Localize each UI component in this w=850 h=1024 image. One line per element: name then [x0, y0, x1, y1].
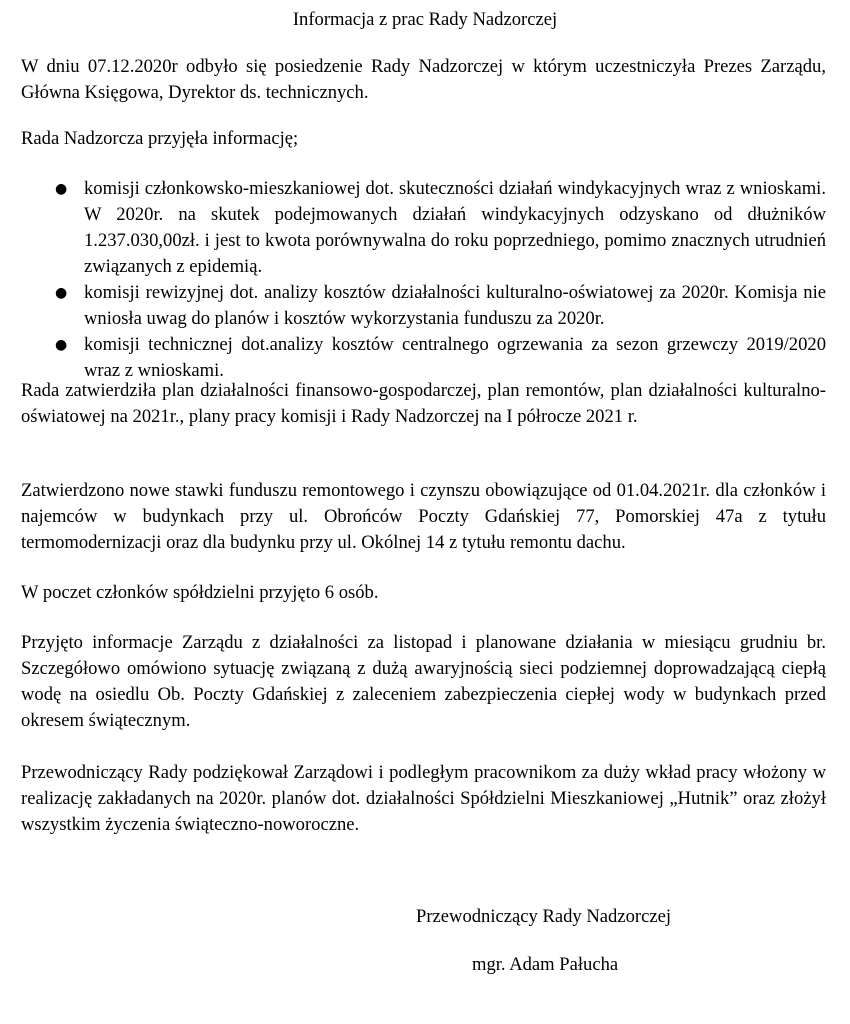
intro-paragraph: W dniu 07.12.2020r odbyło się posiedzenie Rady Nadzorczej w którym uczestniczyła Prezes Zarządu, Główna Księgowa, Dyrektor ds. technicznych.: [21, 56, 826, 103]
bullet-icon: ●: [55, 337, 68, 353]
list-item-text: komisji rewizyjnej dot. analizy kosztów działalności kulturalno-oświatowej za 2020r. Komisja nie wniosła uwag do planów i kosztów wykorzystania funduszu za 2020r.: [84, 282, 826, 329]
info-lead-paragraph: Rada Nadzorcza przyjęła informację;: [21, 128, 299, 149]
members-paragraph: W poczet członków spółdzielni przyjęto 6 osób.: [21, 582, 379, 603]
management-paragraph: Przyjęto informacje Zarządu z działalności za listopad i planowane działania w miesiącu grudniu br. Szczegółowo omówiono sytuację związaną z dużą awaryjnością sieci podziemnej doprowadzającą ciepłą wodę na osiedlu Ob. Poczty Gdańskiej z zaleceniem zabezpieczenia ciepłej wody w budynkach przed okresem świątecznym.: [21, 632, 826, 731]
bullet-icon: ●: [55, 181, 68, 197]
committee-list: [53, 176, 826, 384]
list-item-text: komisji członkowsko-mieszkaniowej dot. skuteczności działań windykacyjnych wraz z wnioskami. W 2020r. na skutek podejmowanych działań windykacyjnych odzyskano od dłużników 1.237.030,00zł. i jest to kwota porównywalna do roku poprzedniego, pomimo znacznych utrudnień związanych z epidemią.: [84, 178, 826, 277]
list-item: [53, 176, 826, 280]
thanks-paragraph: Przewodniczący Rady podziękował Zarządowi i podległym pracownikom za duży wkład pracy włożony w realizację zakładanych na 2020r. planów dot. działalności Spółdzielni Mieszkaniowej „Hutnik” oraz złożył wszystkim życzenia świąteczno-noworoczne.: [21, 762, 826, 835]
list-item: [53, 332, 826, 384]
plans-paragraph: Rada zatwierdziła plan działalności finansowo-gospodarczej, plan remontów, plan działalności kulturalno-oświatowej na 2021r., plany pracy komisji i Rady Nadzorczej na I półrocze 2021 r.: [21, 380, 826, 427]
bullet-icon: ●: [55, 285, 68, 301]
rates-paragraph: Zatwierdzono nowe stawki funduszu remontowego i czynszu obowiązujące od 01.04.2021r. dla członków i najemców w budynkach przy ul. Obrońców Poczty Gdańskiej 77, Pomorskiej 47a z tytułu termomodernizacji oraz dla budynku przy ul. Okólnej 14 z tytułu remontu dachu.: [21, 480, 826, 553]
signature-name: mgr. Adam Pałucha: [472, 954, 619, 975]
list-item-text: komisji technicznej dot.analizy kosztów centralnego ogrzewania za sezon grzewczy 2019/2020 wraz z wnioskami.: [84, 334, 826, 381]
list-item: [53, 280, 826, 332]
signature-role: Przewodniczący Rady Nadzorczej: [416, 906, 672, 927]
document-title: Informacja z prac Rady Nadzorczej: [292, 9, 558, 30]
